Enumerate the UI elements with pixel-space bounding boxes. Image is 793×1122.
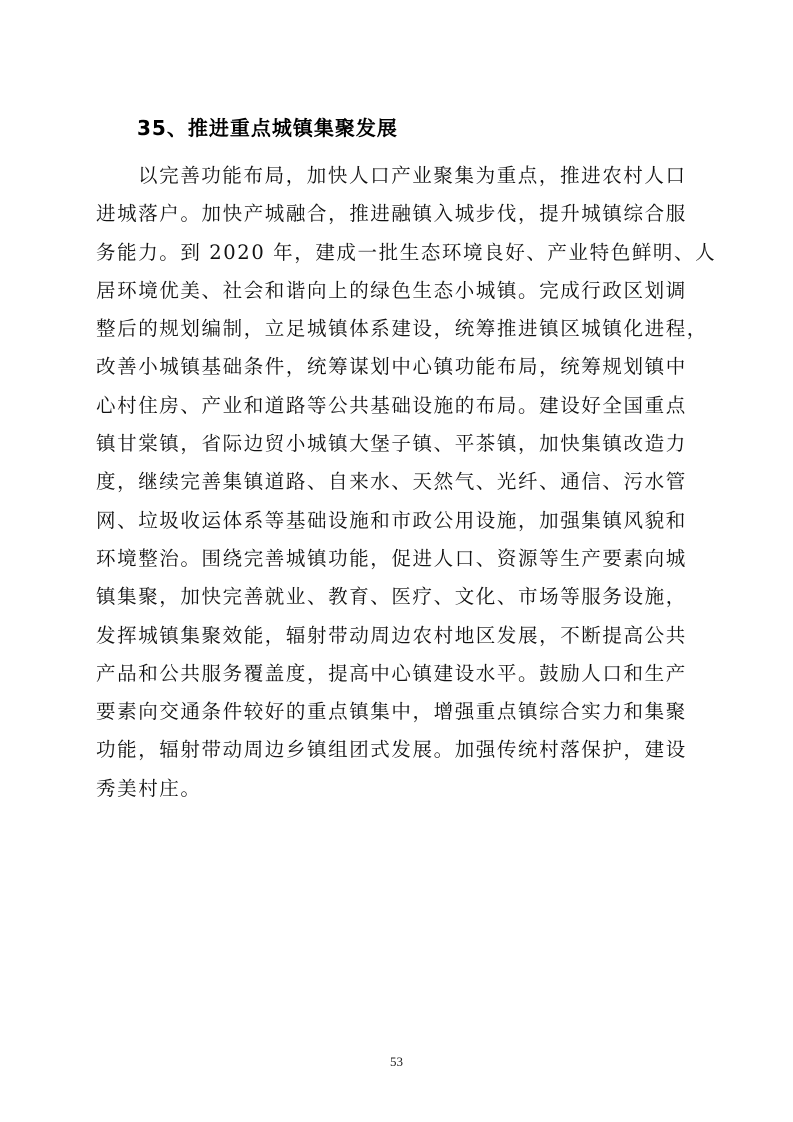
paragraph-line: 要素向交通条件较好的重点镇集中，增强重点镇综合实力和集聚	[96, 700, 687, 724]
paragraph-line: 环境整治。围绕完善城镇功能，促进人口、资源等生产要素向城	[96, 546, 687, 570]
paragraph-line: 秀美村庄。	[96, 776, 202, 800]
section-title: 35、推进重点城镇集聚发展	[137, 116, 398, 140]
paragraph-line: 度，继续完善集镇道路、自来水、天然气、光纤、通信、污水管	[96, 470, 687, 494]
paragraph-line: 居环境优美、社会和谐向上的绿色生态小城镇。完成行政区划调	[96, 278, 687, 302]
paragraph-line: 整后的规划编制，立足城镇体系建设，统筹推进镇区城镇化进程，	[96, 317, 708, 341]
paragraph-line: 产品和公共服务覆盖度，提高中心镇建设水平。鼓励人口和生产	[96, 661, 687, 685]
paragraph-line: 网、垃圾收运体系等基础设施和市政公用设施，加强集镇风貌和	[96, 508, 687, 532]
paragraph-line: 发挥城镇集聚效能，辐射带动周边农村地区发展，不断提高公共	[96, 623, 687, 647]
paragraph-line: 改善小城镇基础条件，统筹谋划中心镇功能布局，统筹规划镇中	[96, 355, 687, 379]
paragraph-line: 镇集聚，加快完善就业、教育、医疗、文化、市场等服务设施，	[96, 585, 687, 609]
paragraph-line: 镇甘棠镇，省际边贸小城镇大堡子镇、平茶镇，加快集镇改造力	[96, 432, 687, 456]
page-number: 53	[390, 1054, 403, 1069]
paragraph	[96, 157, 717, 808]
paragraph-line: 进城落户。加快产城融合，推进融镇入城步伐，提升城镇综合服	[96, 202, 687, 226]
paragraph-line: 务能力。到 2020 年，建成一批生态环境良好、产业特色鲜明、人	[96, 240, 717, 264]
paragraph-line: 心村住房、产业和道路等公共基础设施的布局。建设好全国重点	[96, 393, 687, 417]
paragraph-line: 以完善功能布局，加快人口产业聚集为重点，推进农村人口	[138, 164, 687, 187]
paragraph-line: 功能，辐射带动周边乡镇组团式发展。加强传统村落保护，建设	[96, 738, 687, 762]
